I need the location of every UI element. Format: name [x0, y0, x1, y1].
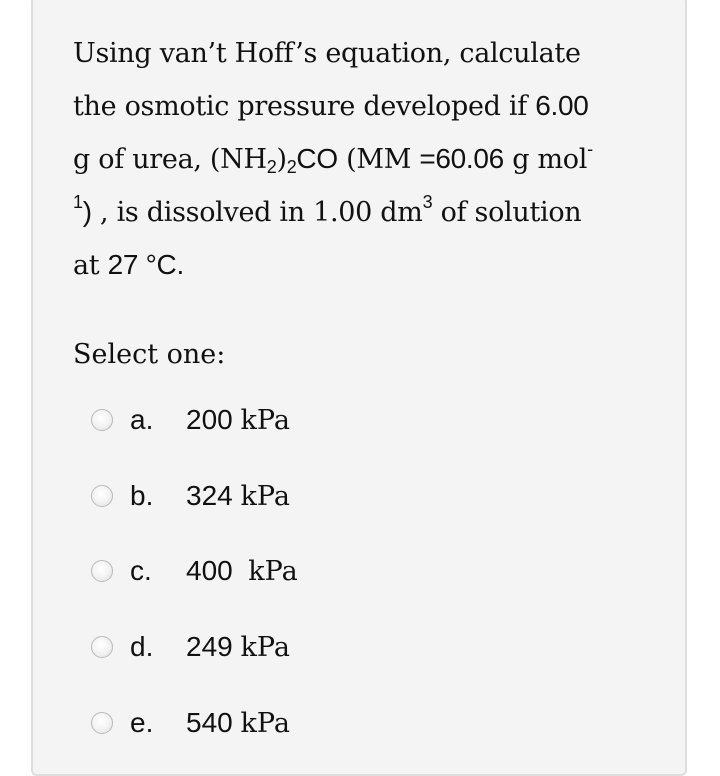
- option-a[interactable]: [91, 400, 290, 440]
- question-card: [31, 0, 687, 776]
- radio-button-c[interactable]: [91, 560, 113, 582]
- option-value: 249 kPa: [186, 631, 290, 663]
- option-c[interactable]: [91, 551, 298, 591]
- option-b[interactable]: [91, 476, 290, 516]
- option-d[interactable]: [91, 627, 290, 667]
- option-e[interactable]: [91, 703, 290, 743]
- option-value: 400 kPa: [186, 555, 298, 587]
- option-value: 200 kPa: [186, 404, 290, 436]
- option-value: 540 kPa: [186, 707, 290, 739]
- option-letter: b.: [130, 480, 154, 511]
- option-letter: a.: [130, 404, 154, 435]
- radio-button-a[interactable]: [91, 409, 113, 431]
- select-one-label: Select one:: [73, 339, 226, 370]
- question-text: Using van’t Hoff’s equation, calculate the osmotic pressure developed if 6.00 g of urea, $(NH_2)_2CO$ (MM =60.06 g mol- $^1$) , is dissolved in 1.00 $dm^3$ of solution at 27 °C.: [73, 38, 593, 281]
- radio-button-b[interactable]: [91, 485, 113, 507]
- radio-button-d[interactable]: [91, 636, 113, 658]
- option-value: 324 kPa: [186, 480, 290, 512]
- radio-button-e[interactable]: [91, 712, 113, 734]
- option-letter: d.: [130, 631, 154, 662]
- option-letter: e.: [130, 707, 154, 738]
- option-letter: c.: [130, 555, 152, 586]
